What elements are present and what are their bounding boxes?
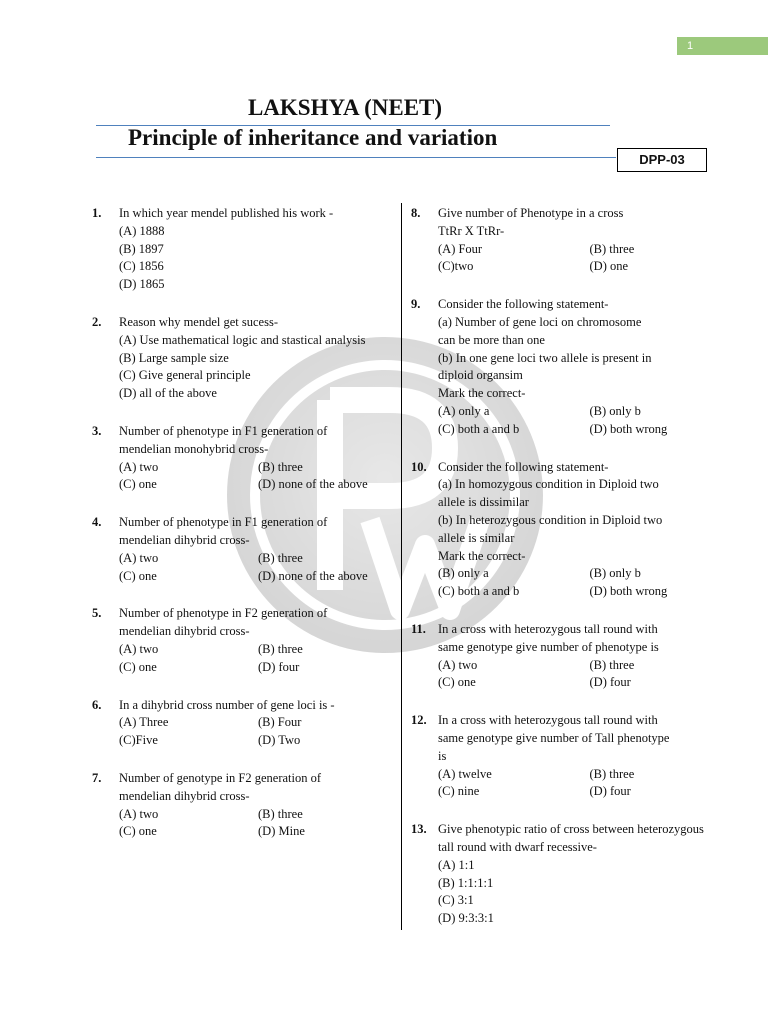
answer-option: (A) two (119, 550, 159, 565)
answer-option: (C)Five (119, 733, 158, 748)
answer-option: (C)two (438, 259, 474, 274)
question-item (92, 605, 397, 676)
answer-option: (D) 9:3:3:1 (438, 911, 494, 926)
question-text-line: In a cross with heterozygous tall round with (438, 713, 658, 728)
answer-option: (B) three (589, 657, 635, 672)
column-divider (401, 203, 402, 930)
answer-option: (C) both a and b (438, 421, 520, 436)
question-text-line: mendelian dihybrid cross- (119, 532, 250, 547)
dpp-badge: DPP-03 (617, 148, 707, 172)
question-text-line: (a) In homozygous condition in Diploid two (438, 477, 659, 492)
answer-options (438, 766, 741, 802)
question-item (411, 712, 741, 801)
question-text-line: Give number of Phenotype in a cross (438, 206, 624, 220)
question-text-line: is (438, 748, 447, 763)
answer-options (438, 657, 741, 693)
answer-option: (C) both a and b (438, 584, 520, 599)
question-number: 10. (411, 459, 427, 474)
answer-option: (D) Mine (258, 824, 305, 839)
question-text-line: TtRr X TtRr- (438, 223, 505, 238)
answer-option: (C) one (119, 824, 157, 839)
question-text-line: (B) Large sample size (119, 350, 229, 365)
question-text-line: (C) Give general principle (119, 368, 251, 383)
answer-option: (B) only a (438, 566, 489, 581)
answer-options (119, 459, 397, 495)
question-text-line: Consider the following statement- (438, 459, 609, 474)
answer-option: (D) Two (258, 733, 301, 748)
answer-option: (D) four (589, 784, 631, 799)
question-item (92, 423, 397, 494)
document-subtitle: Principle of inheritance and variation (128, 125, 498, 150)
question-text-line: mendelian dihybrid cross- (119, 624, 250, 639)
answer-option: (C) one (119, 568, 157, 583)
answer-options (119, 806, 397, 842)
answer-option: (B) three (258, 641, 303, 656)
answer-option: (D) four (589, 675, 631, 690)
question-text-line: Reason why mendel get sucess- (119, 314, 278, 329)
answer-option: (B) Four (258, 715, 302, 730)
answer-option: (D) 1865 (119, 277, 165, 292)
answer-option: (A) only a (438, 403, 490, 418)
question-text-line: same genotype give number of Tall phenotype (438, 730, 670, 745)
answer-option: (B) three (258, 550, 303, 565)
question-number: 9. (411, 297, 421, 312)
page-number: 1 (687, 40, 694, 52)
answer-option: (B) three (258, 459, 303, 474)
question-text-line: allele is dissimilar (438, 495, 529, 510)
question-text-line: Mark the correct- (438, 548, 526, 563)
question-number: 1. (92, 206, 102, 220)
answer-option: (D) one (589, 259, 629, 274)
answer-option: (D) both wrong (589, 421, 668, 436)
question-text-line: can be more than one (438, 332, 545, 347)
question-text-line: (b) In heterozygous condition in Diploid two (438, 512, 663, 527)
answer-option: (C) 3:1 (438, 893, 474, 908)
question-text-line: (a) Number of gene loci on chromosome (438, 314, 642, 329)
right-column (411, 205, 741, 928)
question-item (92, 205, 397, 294)
question-text-line: Number of phenotype in F1 generation of (119, 423, 328, 438)
question-text-line: Number of phenotype in F2 generation of (119, 606, 328, 621)
answer-option: (A) 1888 (119, 223, 165, 238)
question-text-line: Consider the following statement- (438, 297, 609, 312)
answer-option: (A) two (119, 806, 159, 821)
question-item (411, 459, 741, 601)
answer-option: (C) one (119, 659, 157, 674)
question-number: 11. (411, 621, 426, 636)
question-item (411, 205, 741, 276)
answer-options (438, 241, 741, 277)
question-number: 8. (411, 206, 421, 220)
question-text-line: diploid organsim (438, 368, 523, 383)
answer-option: (A) Four (438, 241, 483, 256)
question-item (92, 697, 397, 750)
question-text-line: Give phenotypic ratio of cross between heterozygous (438, 822, 704, 837)
question-text-line: Number of phenotype in F1 generation of (119, 515, 328, 530)
answer-options (119, 714, 397, 750)
question-text-line: In a cross with heterozygous tall round with (438, 621, 658, 636)
document-title: LAKSHYA (NEET) (247, 95, 443, 120)
question-number: 3. (92, 423, 102, 438)
answer-option: (B) only b (589, 566, 641, 581)
left-column (92, 205, 397, 841)
answer-option: (D) none of the above (258, 477, 368, 492)
answer-option: (A) two (438, 657, 478, 672)
answer-option: (A) two (119, 459, 159, 474)
question-item (92, 514, 397, 585)
question-text-line: tall round with dwarf recessive- (438, 839, 597, 854)
answer-option: (D) none of the above (258, 568, 368, 583)
question-item (92, 770, 397, 841)
question-text-line: Mark the correct- (438, 386, 526, 401)
question-text-line: (b) In one gene loci two allele is present in (438, 350, 652, 365)
answer-option: (D) four (258, 659, 300, 674)
question-number: 5. (92, 606, 102, 621)
answer-option: (A) two (119, 641, 159, 656)
answer-option: (C) 1856 (119, 259, 164, 274)
question-item (92, 314, 397, 403)
answer-option: (A) Three (119, 715, 169, 730)
answer-option: (B) only b (589, 403, 641, 418)
question-number: 13. (411, 822, 427, 837)
answer-option: (A) 1:1 (438, 857, 475, 872)
question-text-line: (D) all of the above (119, 386, 217, 401)
answer-option: (C) nine (438, 784, 480, 799)
question-number: 12. (411, 713, 427, 728)
question-text-line: allele is similar (438, 530, 515, 545)
answer-option: (C) one (119, 477, 157, 492)
answer-options (438, 857, 741, 928)
question-number: 2. (92, 314, 102, 329)
question-item (411, 621, 741, 692)
question-item (411, 821, 741, 928)
answer-options (119, 223, 397, 294)
answer-options (438, 565, 741, 601)
question-item (411, 296, 741, 438)
answer-option: (B) three (258, 806, 303, 821)
question-text-line: mendelian dihybrid cross- (119, 788, 250, 803)
answer-option: (B) 1:1:1:1 (438, 875, 494, 890)
answer-option: (D) both wrong (589, 584, 668, 599)
question-number: 4. (92, 515, 102, 530)
title-rule-bottom (96, 157, 616, 158)
question-text-line: In a dihybrid cross number of gene loci is - (119, 697, 335, 712)
answer-option: (C) one (438, 675, 476, 690)
answer-option: (B) three (589, 766, 635, 781)
question-text-line: mendelian monohybrid cross- (119, 441, 269, 456)
answer-options (119, 550, 397, 586)
answer-option: (B) 1897 (119, 241, 164, 256)
answer-options (438, 403, 741, 439)
page-number-tab (677, 37, 768, 55)
answer-option: (A) twelve (438, 766, 492, 781)
answer-options (119, 641, 397, 677)
question-text-line: (A) Use mathematical logic and stastical analysis (119, 332, 366, 347)
question-number: 7. (92, 770, 102, 785)
question-text-line: same genotype give number of phenotype is (438, 639, 659, 654)
question-number: 6. (92, 697, 102, 712)
question-text-line: Number of genotype in F2 generation of (119, 770, 322, 785)
question-text-line: In which year mendel published his work - (119, 206, 334, 220)
answer-option: (B) three (589, 241, 635, 256)
